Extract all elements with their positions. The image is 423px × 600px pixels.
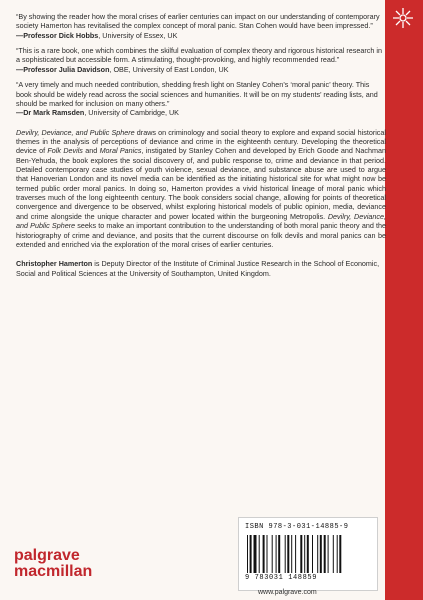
red-side-strip xyxy=(385,0,423,600)
endorsement-quote-2 xyxy=(16,46,386,74)
publisher-name-line2: macmillan xyxy=(14,563,93,580)
quote-attribution xyxy=(16,31,386,40)
description-text: draws on criminology and social theory to explore and expand social historical themes in the analysis of perceptions of deviance and crime in the eighteenth century. Developing the theoretical device of xyxy=(16,127,386,156)
description-text: seeks to make an important contribution to the understanding of both moral panic theory and the historiography of crime and deviance, and posits that the current discourse on folk devils and moral panics can be extended and enriched via the exploration of the moral crises of earlier centuries. xyxy=(16,221,386,249)
quote-text: “This is a rare book, one which combines the skilful evaluation of complex theory and rigorous historical research in a sophisticated but accessible form. A stimulating, thought-provoking, and highly recommended read.” xyxy=(16,46,382,65)
author-name: Christopher Hamerton xyxy=(16,259,93,269)
quote-author: —Professor Dick Hobbs xyxy=(16,30,99,40)
book-title: Devilry, Deviance, and Public Sphere xyxy=(16,211,386,231)
endorsement-quote-3 xyxy=(16,80,386,117)
publisher-logo xyxy=(14,548,92,580)
book-title: Devilry, Deviance, and Public Sphere xyxy=(16,127,135,137)
palgrave-star-logo-icon xyxy=(391,6,415,30)
quote-affiliation: , OBE, University of East London, UK xyxy=(109,64,229,74)
quote-attribution xyxy=(16,108,386,117)
quote-text: “A very timely and much needed contribution, shedding fresh light on Stanley Cohen’s ‘moral panic’ theory. This book should be widely read across the social sciences and humanities. It will be on my students’ reading lists, and should be marked for inclusion on many others.” xyxy=(16,80,378,108)
barcode xyxy=(245,535,371,573)
isbn-label: ISBN 978-3-031-14885-9 xyxy=(245,523,349,531)
quote-attribution xyxy=(16,65,386,74)
quote-affiliation: , University of Essex, UK xyxy=(98,30,178,40)
quote-affiliation: , University of Cambridge, UK xyxy=(84,108,179,118)
description-text: , instigated by Stanley Cohen and developed by Erich Goode and Nachman Ben-Yehuda, the book explores the social discovery of, and public response to, crime and deviance in that period. Detailed contemporary case studies of youth violence, sexual deviance, and substance abuse are used to argue that Hanoverian London and its novel media can be identified as the initiating historical site for what might now be termed public order moral panics. In doing so, Hamerton provides a vivid historical lineage of moral panic which traverses much of the long eighteenth century. The book considers social change, allowing for points of theoretical convergence and divergence to be observed, whilst exploring historical models of public opinion, media, deviance and crime alongside the unique character and power located within the burgeoning Metropolis. xyxy=(16,146,386,221)
description-text: and xyxy=(82,146,100,156)
term-folk-devils: Folk Devils xyxy=(47,146,83,156)
quote-author: —Professor Julia Davidson xyxy=(16,64,110,74)
publisher-name-line1: palgrave xyxy=(14,547,80,564)
term-moral-panics: Moral Panics xyxy=(99,146,142,156)
quote-text: “By showing the reader how the moral crises of earlier centuries can impact on our understanding of contemporary society Hamerton has revitalised the complex concept of moral panic. Stan Cohen would have been impressed.” xyxy=(16,12,380,31)
author-bio xyxy=(16,259,386,278)
barcode-number: 9 783031 148859 xyxy=(245,574,318,582)
author-bio-text: is Deputy Director of the Institute of Criminal Justice Research in the School of Economic, Social and Political Sciences at the University of Southampton, United Kingdom. xyxy=(16,259,380,278)
quote-author: —Dr Mark Ramsden xyxy=(16,108,85,118)
publisher-website: www.palgrave.com xyxy=(258,589,317,596)
endorsement-quote-1 xyxy=(16,12,386,40)
book-description xyxy=(16,128,386,250)
isbn-barcode-box xyxy=(238,517,378,591)
back-cover-text xyxy=(16,12,386,278)
